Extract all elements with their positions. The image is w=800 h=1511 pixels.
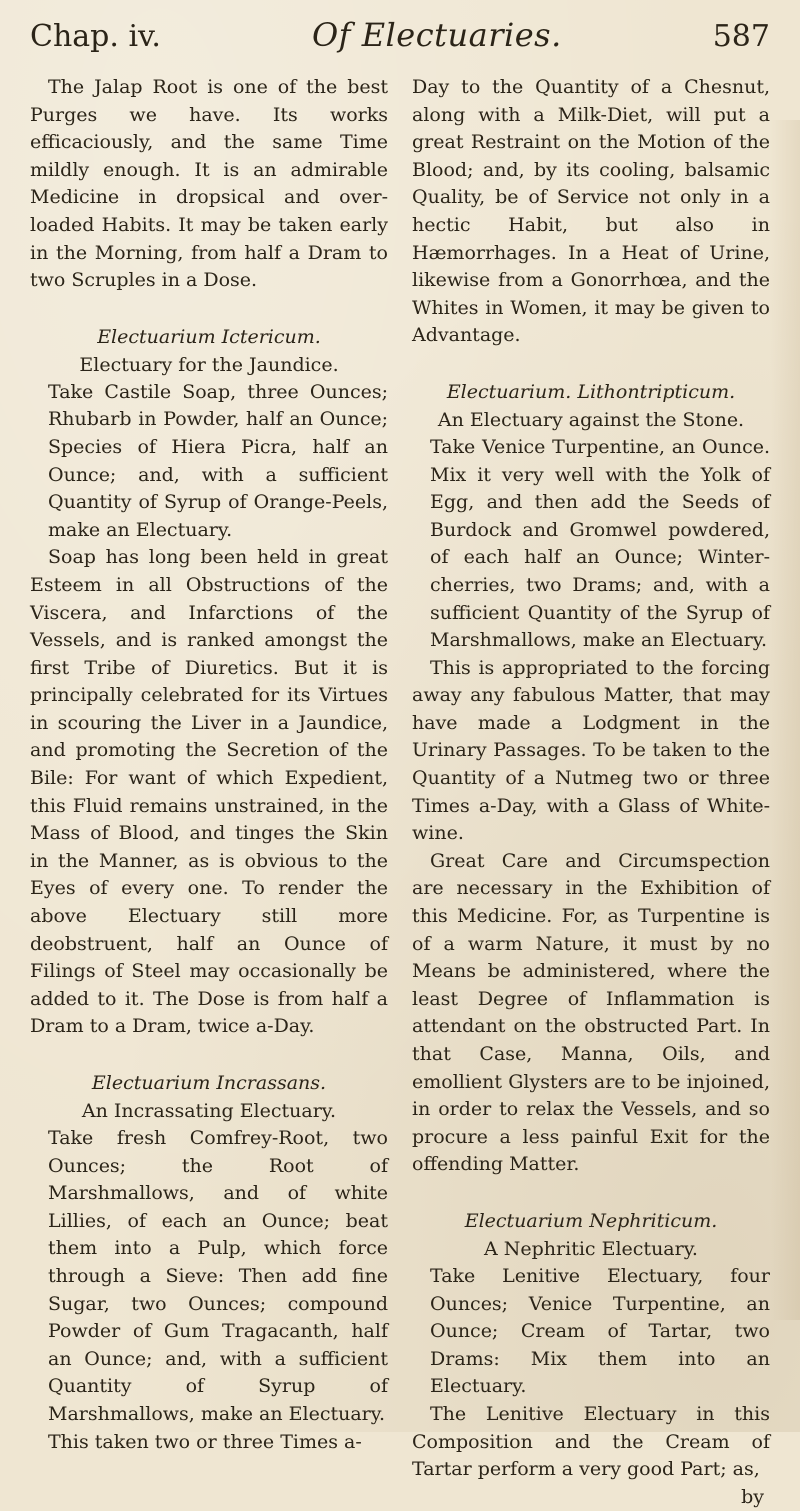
jalap-paragraph: The Jalap Root is one of the best Purges we have. Its works efficaciously, and the same Time mildly enough. It is an admirable Medicine in dropsical and over-loaded Habits. It may be taken early in the Morning, from half a Dram to two Scruples in a Dose. bbox=[30, 76, 388, 292]
body-paragraph: This taken two or three Times a- bbox=[48, 1430, 362, 1453]
text-columns bbox=[30, 74, 770, 1511]
section-heading-latin: Electuarium Ictericum. bbox=[97, 325, 321, 348]
section-heading-latin: Electuarium Incrassans. bbox=[91, 1072, 327, 1094]
right-column bbox=[412, 74, 770, 1511]
running-title: Of Electuaries. bbox=[311, 16, 562, 54]
body-paragraph: This is appropriated to the forcing away any fabulous Matter, that may have made a Lodgment in the Urinary Passages. To be taken to the Quantity of a Nutmeg two or three Times a-Day, with a Glass of White-wine. bbox=[412, 656, 770, 845]
left-column bbox=[30, 74, 388, 1511]
recipe-text: Take Lenitive Electuary, four Ounces; Venice Turpentine, an Ounce; Cream of Tartar, two Drams: Mix them into an Electuary. bbox=[430, 1264, 770, 1398]
recipe-text: Take Castile Soap, three Ounces; Rhubarb in Powder, half an Ounce; Species of Hiera Picra, half an Ounce; and, with a sufficient Quantity of Syrup of Orange-Peels, make an Electuary. bbox=[48, 380, 388, 541]
section-heading-english: Electuary for the Jaundice. bbox=[79, 353, 339, 376]
body-paragraph: Soap has long been held in great Esteem in all Obstructions of the Viscera, and Infarctions of the Vessels, and is ranked amongst the first Tribe of Diuretics. But it is principally celebrated for its Virtues in scouring the Liver in a Jaundice, and promoting the Secretion of the Bile: For want of which Expedient, this Fluid remains unstrained, in the Mass of Blood, and tinges the Skin in the Manner, as is obvious to the Eyes of every one. To render the above Electuary still more deobstruent, half an Ounce of Filings of Steel may occasionally be added to it. The Dose is from half a Dram to a Dram, twice a-Day. bbox=[30, 546, 388, 1038]
section-heading-latin: Electuarium. Lithontripticum. bbox=[446, 380, 736, 403]
running-head bbox=[30, 18, 770, 58]
chapter-label: Chap. iv. bbox=[30, 19, 161, 54]
catchword: by bbox=[741, 1485, 764, 1508]
section-heading-english: An Electuary against the Stone. bbox=[437, 408, 745, 431]
page-edge-shadow bbox=[770, 120, 800, 1320]
section-heading-latin: Electuarium Nephriticum. bbox=[464, 1209, 718, 1232]
body-paragraph: The Lenitive Electuary in this Composition and the Cream of Tartar perform a very good Part; as, bbox=[412, 1402, 770, 1481]
page-number: 587 bbox=[712, 19, 770, 54]
section-heading-english: An Incrassating Electuary. bbox=[81, 1100, 337, 1122]
recipe-text: Take Venice Turpentine, an Ounce. Mix it very well with the Yolk of Egg, and then add the Seeds of Burdock and Gromwel powdered, of each half an Ounce; Winter-cherries, two Drams; and, with a sufficient Quantity of the Syrup of Marshmallows, make an Electuary. bbox=[430, 435, 770, 652]
recipe-text: Take fresh Comfrey-Root, two Ounces; the Root of Marshmallows, and of white Lillies, of each an Ounce; beat them into a Pulp, which force through a Sieve: Then add fine Sugar, two Ounces; compound Powder of Gum Tragacanth, half an Ounce; and, with a sufficient Quantity of Syrup of Marshmallows, make an Electuary. bbox=[48, 1127, 388, 1425]
section-heading-english: A Nephritic Electuary. bbox=[484, 1237, 698, 1260]
body-paragraph: Great Care and Circumspection are necessary in the Exhibition of this Medicine. For, as Turpentine is of a warm Nature, it must by no Means be administered, where the least Degree of Inflammation is attendant on the obstructed Part. In that Case, Manna, Oils, and emollient Glysters are to be injoined, in order to relax the Vessels, and so procure a less painful Exit for the offending Matter. bbox=[412, 849, 770, 1176]
continued-paragraph: Day to the Quantity of a Chesnut, along with a Milk-Diet, will put a great Restraint on the Motion of the Blood; and, by its cooling, balsamic Quality, be of Service not only in a hectic Habit, but also in Hæmorrhages. In a Heat of Urine, likewise from a Gonorrhœa, and the Whites in Women, it may be given to Advantage. bbox=[412, 76, 770, 347]
